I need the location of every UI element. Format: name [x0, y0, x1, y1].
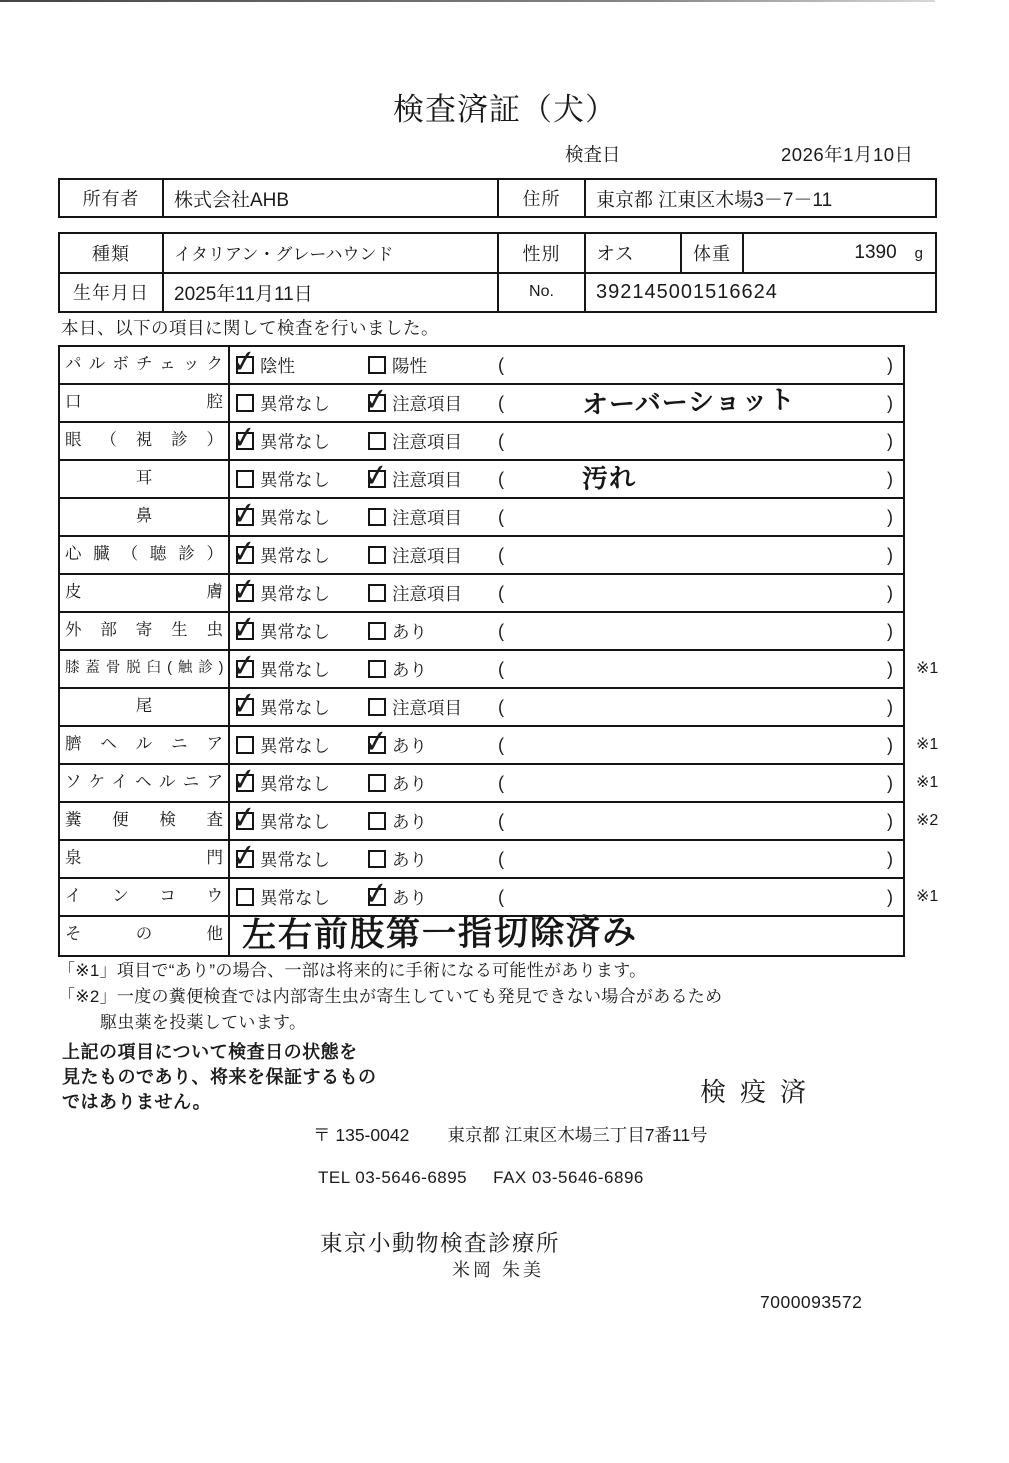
checklist-row-umbilical-hernia [60, 727, 939, 765]
option-label: 陰性 [260, 355, 295, 376]
clinic-name: 東京小動物検査診療所 [320, 1231, 561, 1256]
paren-close: ) [887, 811, 893, 831]
pet-info-row-breed [60, 234, 935, 274]
option-1 [236, 841, 330, 877]
option-1 [236, 461, 330, 497]
checkbox-icon [236, 546, 254, 564]
item-label: パルボチェック [60, 347, 230, 383]
checkbox-icon [368, 850, 386, 868]
checklist-row-ears [60, 461, 903, 499]
checkbox-icon [368, 546, 386, 564]
paren-open: ( [498, 507, 504, 527]
paren-open: ( [498, 849, 504, 869]
checkbox-icon [236, 622, 254, 640]
handwritten-note: 汚れ [581, 462, 637, 494]
option-2 [368, 499, 462, 535]
handwritten-note: 左右前肢第一指切除済み [241, 913, 639, 955]
option-label: あり [392, 849, 427, 870]
option-2 [368, 613, 427, 649]
breed-label: 種類 [60, 234, 164, 272]
paren-close: ) [887, 355, 893, 375]
paren-close: ) [887, 773, 893, 793]
item-options [230, 651, 903, 687]
option-1 [236, 613, 330, 649]
paren-open: ( [498, 811, 504, 831]
footnote-ref: ※2 [916, 812, 939, 829]
item-label: 臍ヘルニア [60, 727, 230, 763]
option-label: 異常なし [260, 431, 330, 452]
option-label: 注意項目 [392, 431, 462, 452]
paren-close: ) [887, 431, 893, 451]
checklist-row-eyes [60, 423, 903, 461]
option-label: 異常なし [260, 469, 330, 490]
item-label: 泉門 [60, 841, 230, 877]
paren-close: ) [887, 697, 893, 717]
checkbox-icon [368, 698, 386, 716]
paren-close: ) [887, 507, 893, 527]
option-label: 陽性 [392, 355, 427, 376]
item-options [230, 841, 903, 877]
option-label: あり [392, 621, 427, 642]
checkbox-icon [236, 394, 254, 412]
checklist-row-skin [60, 575, 903, 613]
checklist-table [58, 345, 939, 957]
option-1 [236, 575, 330, 611]
clinic-address: 東京都 江東区木場三丁目7番11号 [447, 1125, 708, 1145]
option-2 [368, 689, 462, 725]
option-label: あり [392, 735, 427, 756]
checkbox-icon [368, 736, 386, 754]
option-1 [236, 727, 330, 763]
item-label: 外部寄生虫 [60, 613, 230, 649]
item-label: 口腔 [60, 385, 230, 421]
page-title: 検査済証（犬） [393, 92, 617, 127]
disclaimer-line: 上記の項目について検査日の状態を [62, 1042, 358, 1062]
paren-open: ( [498, 355, 504, 375]
item-label: 糞便検査 [60, 803, 230, 839]
serial-number: 7000093572 [760, 1292, 863, 1312]
item-label: 尾 [60, 689, 230, 725]
item-label: その他 [60, 917, 230, 955]
number-value: 392145001516624 [596, 280, 778, 303]
option-2 [368, 841, 427, 877]
sex-label: 性別 [499, 234, 586, 272]
option-label: 注意項目 [392, 583, 462, 604]
option-2 [368, 537, 462, 573]
checklist-row-nose [60, 499, 903, 537]
item-options [230, 499, 903, 535]
checkbox-icon [368, 584, 386, 602]
paren-close: ) [887, 393, 893, 413]
paren-open: ( [498, 621, 504, 641]
paren-open: ( [498, 773, 504, 793]
intro-text: 本日、以下の項目に関して検査を行いました。 [61, 318, 439, 338]
option-label: 注意項目 [392, 697, 462, 718]
item-options [230, 537, 903, 573]
item-options [230, 423, 903, 459]
option-1 [236, 879, 330, 915]
weight-value [744, 234, 935, 272]
footnote-2-continued: 駆虫薬を投薬しています。 [100, 1013, 307, 1032]
paren-open: ( [498, 393, 504, 413]
option-label: 異常なし [260, 811, 330, 832]
checklist-row-fecal-exam [60, 803, 939, 841]
clinic-fax: FAX 03-5646-6896 [493, 1168, 644, 1187]
item-options [230, 613, 903, 649]
option-2 [368, 347, 427, 383]
clinic-tel: TEL 03-5646-6895 [318, 1168, 468, 1187]
scan-artifact [0, 0, 935, 2]
checkbox-icon [368, 508, 386, 526]
checklist-row-heart [60, 537, 903, 575]
footnote-2: 「※2」一度の糞便検査では内部寄生虫が寄生していても発見できない場合があるため [58, 987, 723, 1006]
veterinarian-name: 米岡 朱美 [452, 1260, 545, 1280]
number-label: No. [499, 274, 586, 312]
checklist-row-fontanelle [60, 841, 903, 879]
checkbox-icon [368, 394, 386, 412]
pet-info-row-birth [60, 274, 935, 312]
checkbox-icon [236, 432, 254, 450]
paren-open: ( [498, 887, 504, 907]
checkbox-icon [236, 736, 254, 754]
option-label: 注意項目 [392, 393, 462, 414]
paren-close: ) [887, 621, 893, 641]
disclaimer-line: 見たものであり、将来を保証するもの [62, 1067, 377, 1087]
option-2 [368, 765, 427, 801]
option-label: あり [392, 811, 427, 832]
option-label: 注意項目 [392, 507, 462, 528]
option-label: 異常なし [260, 887, 330, 908]
option-1 [236, 803, 330, 839]
disclaimer-line: ではありません。 [62, 1092, 212, 1112]
paren-open: ( [498, 469, 504, 489]
checkbox-icon [368, 812, 386, 830]
pet-info-table [58, 232, 937, 313]
option-1 [236, 689, 330, 725]
checklist-row-ectoparasites [60, 613, 903, 651]
address-value: 東京都 江東区木場3－7－11 [596, 189, 833, 211]
checkbox-icon [236, 470, 254, 488]
option-label: 異常なし [260, 697, 330, 718]
checkbox-icon [236, 660, 254, 678]
option-1 [236, 651, 330, 687]
paren-open: ( [498, 735, 504, 755]
option-label: あり [392, 887, 427, 908]
checkbox-icon [236, 698, 254, 716]
checkbox-icon [236, 888, 254, 906]
checkbox-icon [368, 622, 386, 640]
option-1 [236, 537, 330, 573]
option-1 [236, 765, 330, 801]
birth-label: 生年月日 [60, 274, 164, 312]
inspection-date-label: 検査日 [565, 144, 621, 165]
weight-number: 1390 [854, 242, 897, 263]
option-label: あり [392, 659, 427, 680]
paren-open: ( [498, 659, 504, 679]
paren-close: ) [887, 545, 893, 565]
owner-table [58, 178, 937, 218]
item-label: ソケイヘルニア [60, 765, 230, 801]
paren-close: ) [887, 469, 893, 489]
option-2 [368, 575, 462, 611]
birth-value: 2025年11月11日 [164, 274, 499, 312]
paren-close: ) [887, 583, 893, 603]
checklist-row-other [60, 913, 903, 955]
option-label: 異常なし [260, 583, 330, 604]
item-options [230, 575, 903, 611]
item-options [230, 913, 903, 955]
paren-open: ( [498, 431, 504, 451]
item-label: 耳 [60, 461, 230, 497]
paren-open: ( [498, 583, 504, 603]
checkbox-icon [368, 774, 386, 792]
checkbox-icon [236, 812, 254, 830]
option-2 [368, 385, 462, 421]
item-options [230, 347, 903, 383]
item-options [230, 461, 903, 497]
option-2 [368, 461, 462, 497]
checkbox-icon [236, 508, 254, 526]
checkbox-icon [368, 660, 386, 678]
item-options [230, 727, 903, 763]
quarantine-stamp: 検疫済 [700, 1077, 821, 1107]
disclaimer [62, 1040, 377, 1115]
checkbox-icon [236, 356, 254, 374]
clinic-address-line [313, 1122, 708, 1147]
inspection-date-value: 2026年1月10日 [781, 144, 914, 165]
checklist-row-inguinal-hernia [60, 765, 939, 803]
option-label: 異常なし [260, 621, 330, 642]
paren-open: ( [498, 545, 504, 565]
breed-value: イタリアン・グレーハウンド [164, 234, 499, 272]
paren-close: ) [887, 887, 893, 907]
item-label: 皮膚 [60, 575, 230, 611]
option-2 [368, 803, 427, 839]
sex-value: オス [586, 234, 682, 272]
address-label: 住所 [499, 180, 586, 216]
item-label: 眼（視診） [60, 423, 230, 459]
checkbox-icon [236, 774, 254, 792]
paren-close: ) [887, 735, 893, 755]
option-label: 注意項目 [392, 469, 462, 490]
option-2 [368, 651, 427, 687]
option-label: 注意項目 [392, 545, 462, 566]
footnote-ref: ※1 [916, 774, 939, 791]
option-label: 異常なし [260, 393, 330, 414]
option-2 [368, 727, 427, 763]
option-1 [236, 385, 330, 421]
option-label: 異常なし [260, 773, 330, 794]
checkbox-icon [368, 432, 386, 450]
footnote-ref: ※1 [916, 888, 939, 905]
checklist-row-patella [60, 651, 939, 689]
owner-label: 所有者 [60, 180, 164, 216]
checkbox-icon [236, 584, 254, 602]
item-label: 心臓（聴診） [60, 537, 230, 573]
option-label: あり [392, 773, 427, 794]
item-label: インコウ [60, 879, 230, 915]
postal-code: 〒 135-0042 [313, 1125, 410, 1145]
footnote-1: 「※1」項目で“あり”の場合、一部は将来的に手術になる可能性があります。 [58, 961, 647, 980]
item-options [230, 689, 903, 725]
option-2 [368, 423, 462, 459]
option-label: 異常なし [260, 735, 330, 756]
weight-unit: g [914, 245, 923, 262]
paren-open: ( [498, 697, 504, 717]
item-label: 膝蓋骨脱臼(触診) [60, 651, 230, 687]
option-1 [236, 423, 330, 459]
item-options [230, 385, 903, 421]
option-label: 異常なし [260, 507, 330, 528]
checklist-row-mouth [60, 385, 903, 423]
option-label: 異常なし [260, 659, 330, 680]
option-1 [236, 347, 295, 383]
option-1 [236, 499, 330, 535]
checkbox-icon [368, 356, 386, 374]
item-options [230, 803, 903, 839]
checklist-row-tail [60, 689, 903, 727]
checkbox-icon [368, 470, 386, 488]
option-label: 異常なし [260, 849, 330, 870]
checkbox-icon [236, 850, 254, 868]
owner-value: 株式会社AHB [164, 180, 499, 216]
weight-label: 体重 [682, 234, 744, 272]
item-label: 鼻 [60, 499, 230, 535]
item-options [230, 765, 903, 801]
option-label: 異常なし [260, 545, 330, 566]
footnote-ref: ※1 [916, 660, 939, 677]
footnote-ref: ※1 [916, 736, 939, 753]
clinic-phone-line [318, 1168, 644, 1188]
checkbox-icon [368, 888, 386, 906]
paren-close: ) [887, 659, 893, 679]
handwritten-note: オーバーショット [581, 384, 797, 420]
paren-close: ) [887, 849, 893, 869]
footnotes [58, 958, 722, 1036]
